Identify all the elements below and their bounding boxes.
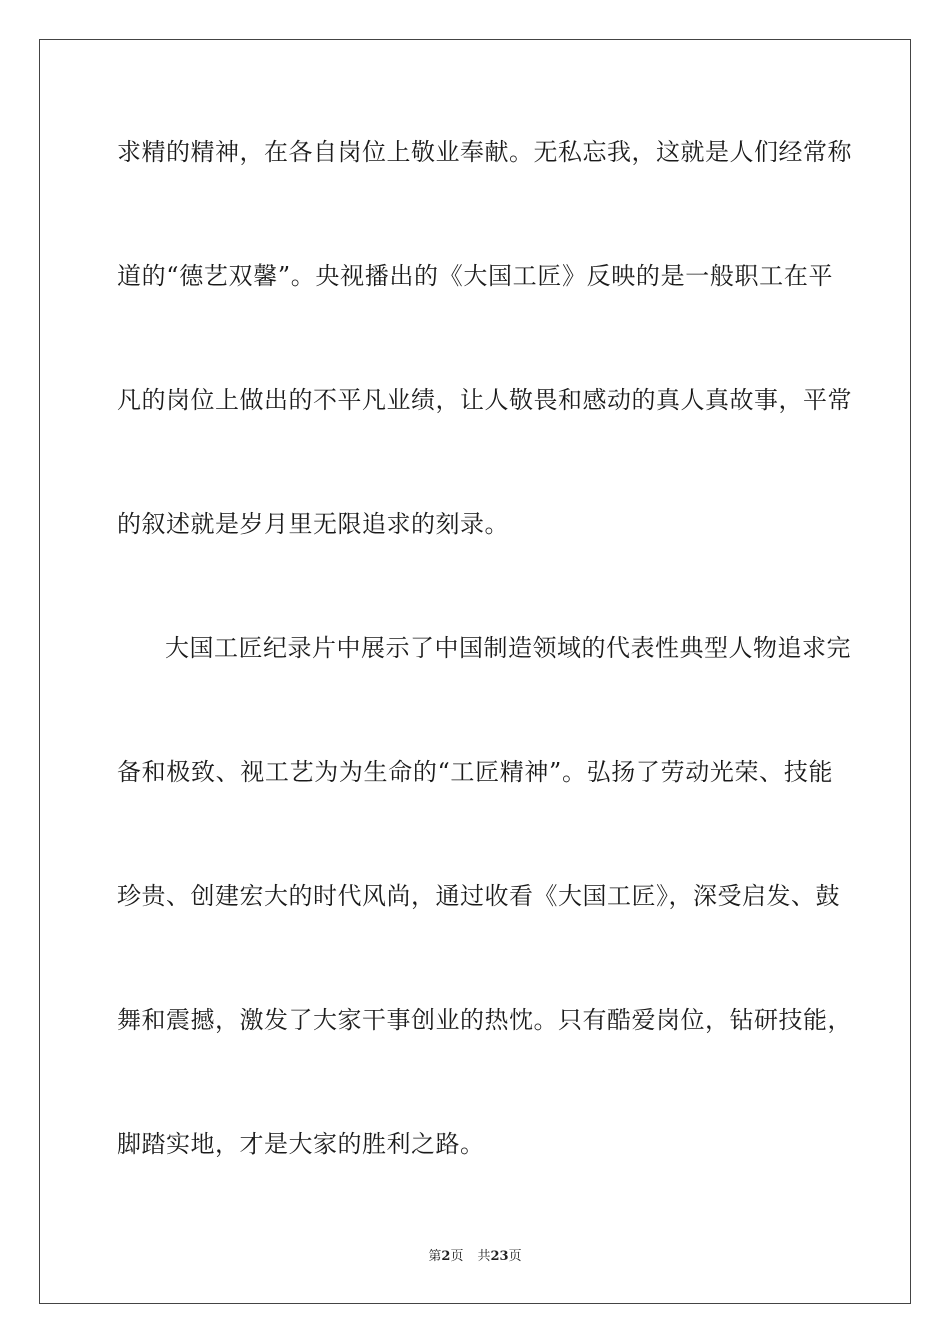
text-line: 求精的精神，在各自岗位上敬业奉献。无私忘我，这就是人们经常称 (117, 138, 852, 166)
text-line: 大国工匠纪录片中展示了中国制造领域的代表性典型人物追求完 (165, 634, 851, 662)
page-number: 2 (441, 1249, 451, 1264)
page-suffix: 页 (450, 1249, 464, 1264)
text-line: 凡的岗位上做出的不平凡业绩，让人敬畏和感动的真人真故事，平常 (117, 386, 852, 414)
text-line: 珍贵、创建宏大的时代风尚，通过收看《大国工匠》，深受启发、鼓 (117, 882, 840, 910)
total-prefix: 共 (477, 1249, 491, 1264)
page-footer (0, 1248, 950, 1266)
text-line: 舞和震撼，激发了大家干事创业的热忱。只有酷爱岗位，钻研技能， (117, 1006, 852, 1034)
page-border (39, 39, 911, 1304)
text-line: 的叙述就是岁月里无限追求的刻录。 (117, 510, 509, 538)
total-pages: 23 (490, 1249, 509, 1264)
text-line: 备和极致、视工艺为为生命的“工匠精神”。弘扬了劳动光荣、技能 (117, 758, 833, 786)
page-prefix: 第 (428, 1249, 442, 1264)
total-suffix: 页 (508, 1249, 522, 1264)
text-line: 脚踏实地，才是大家的胜利之路。 (117, 1130, 485, 1158)
text-line: 道的“德艺双馨”。央视播出的《大国工匠》反映的是一般职工在平 (117, 262, 833, 290)
